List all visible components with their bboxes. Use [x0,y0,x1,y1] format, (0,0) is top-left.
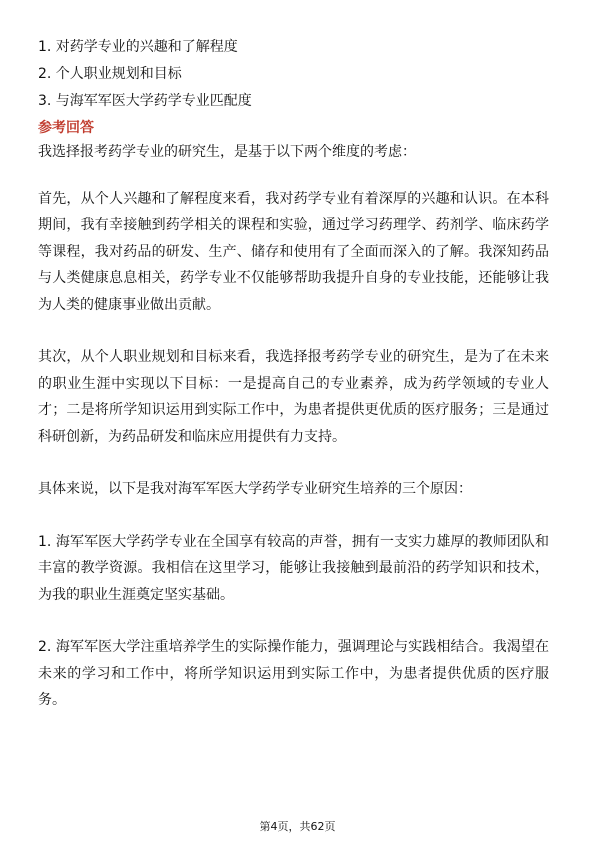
paragraph-spacer [38,318,549,344]
page-number-footer: 第4页，共62页 [259,820,336,833]
answer-section-title: 参考回答 [38,120,94,136]
question-list [38,34,549,115]
answer-paragraph-career: 其次，从个人职业规划和目标来看，我选择报考药学专业的研究生，是为了在未来的职业生涯中实现以下目标：一是提高自己的专业素养，成为药学领域的专业人才；二是将所学知识运用到实际工作中，为患者提供更优质的医疗服务；三是通过科研创新，为药品研发和临床应用提供有力支持。 [38,349,549,445]
paragraph-spacer [38,166,549,186]
answer-intro-paragraph: 我选择报考药学专业的研究生，是基于以下两个维度的考虑： [38,144,416,160]
answer-paragraph-interest: 首先，从个人兴趣和了解程度来看，我对药学专业有着深厚的兴趣和认识。在本科期间，我有幸接触到药学相关的课程和实验，通过学习药理学、药剂学、临床药学等课程，我对药品的研发、生产、储存和使用有了全面而深入的了解。我深知药品与人类健康息息相关，药学专业不仅能够帮助我提升自身的专业技能，还能够让我为人类的健康事业做出贡献。 [38,190,549,313]
question-item: 3. 与海军军医大学药学专业匹配度 [38,93,252,109]
paragraph-spacer [38,503,549,529]
question-item: 2. 个人职业规划和目标 [38,66,182,82]
answer-paragraph-reason-2: 2. 海军军医大学注重培养学生的实际操作能力，强调理论与实践相结合。我渴望在未来的学习和工作中，将所学知识运用到实际工作中，为患者提供优质的医疗服务。 [38,639,549,708]
question-item: 1. 对药学专业的兴趣和了解程度 [38,39,238,55]
answer-paragraph-reasons-intro: 具体来说，以下是我对海军军医大学药学专业研究生培养的三个原因： [38,481,472,497]
paragraph-spacer [38,450,549,476]
answer-paragraph-reason-1: 1. 海军军医大学药学专业在全国享有较高的声誉，拥有一支实力雄厚的教师团队和丰富的教学资源。我相信在这里学习，能够让我接触到最前沿的药学知识和技术，为我的职业生涯奠定坚实基础。 [38,533,549,603]
paragraph-spacer [38,608,549,634]
